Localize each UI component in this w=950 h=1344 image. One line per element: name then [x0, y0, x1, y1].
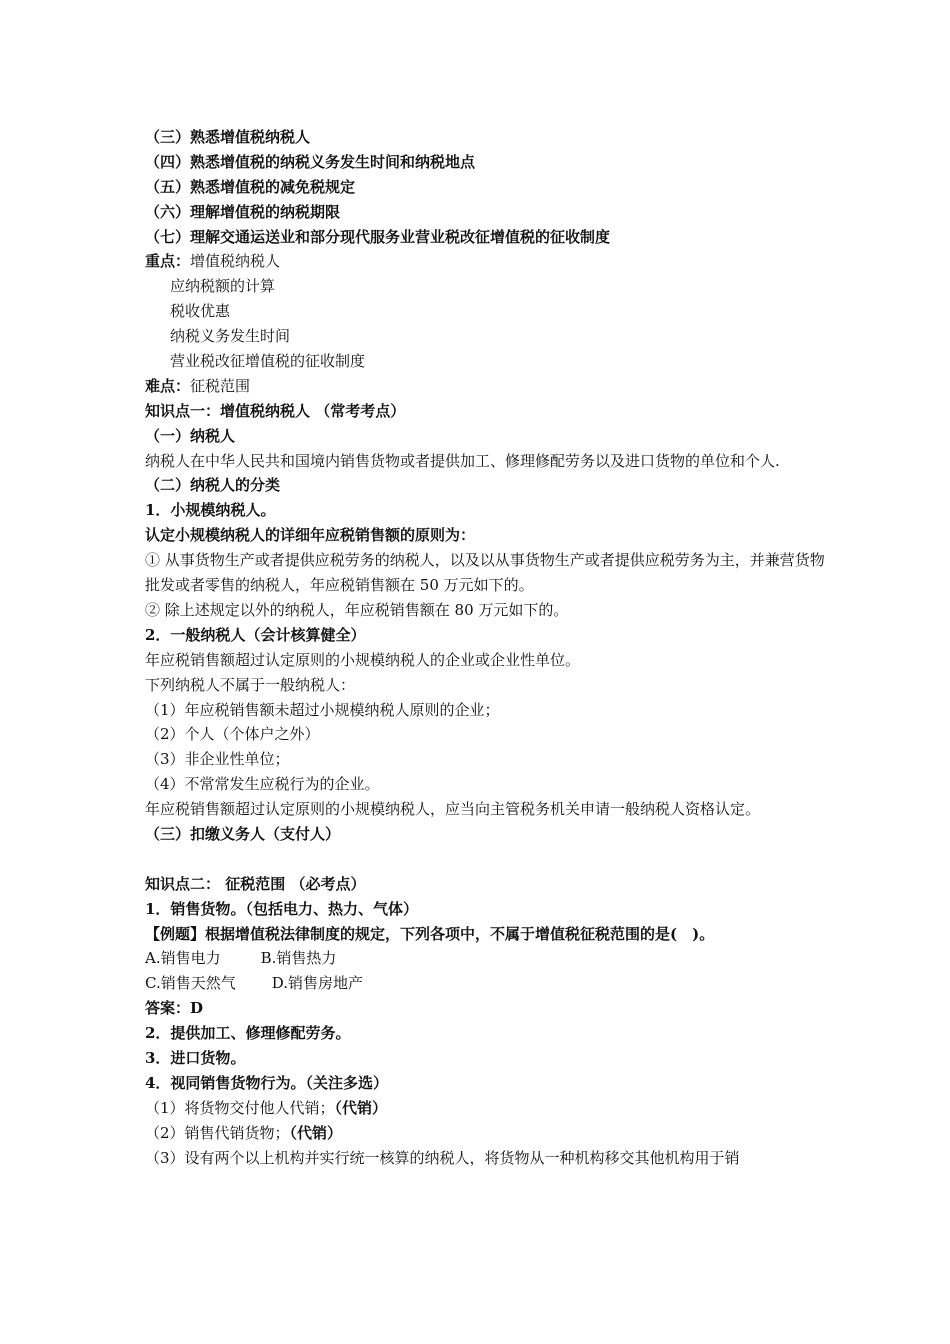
- case-text: （2）销售代销货物；: [145, 1123, 290, 1142]
- option-d: D.销售房地产: [271, 974, 363, 993]
- processing-heading: 2．提供加工、修理修配劳务。: [145, 1024, 351, 1043]
- option-c: C.销售天然气: [145, 974, 236, 993]
- rule-2: ② 除上述规定以外的纳税人，年应税销售额在 80 万元如下的。: [145, 600, 569, 619]
- general-taxpayer-heading: 2．一般纳税人（会计核算健全）: [145, 625, 366, 644]
- document-body: [145, 125, 825, 1170]
- difficulty-line: [145, 374, 825, 399]
- key-point-3: 税收优惠: [170, 302, 231, 321]
- key-points-label: 重点：: [145, 252, 191, 271]
- key-point-1: 增值税纳税人: [190, 252, 281, 271]
- case-text: （1）将货物交付他人代销；: [145, 1098, 335, 1117]
- blank-line: [145, 847, 825, 872]
- key-point-2: 应纳税额的计算: [170, 277, 276, 296]
- sale-of-goods-heading: 1．销售货物。（包括电力、热力、气体）: [145, 899, 418, 918]
- key-point-4: 纳税义务发生时间: [170, 327, 291, 346]
- objective-3: （三）熟悉增值税纳税人: [145, 128, 311, 146]
- section2-title: 知识点二： 征税范围 （必考点）: [145, 874, 366, 893]
- option-b: B.销售热力: [260, 949, 337, 968]
- case-tag: （代销）: [334, 1098, 388, 1117]
- objective-6: （六）理解增值税的纳税期限: [145, 202, 341, 221]
- objective-7: （七）理解交通运送业和部分现代服务业营业税改征增值税的征收制度: [145, 227, 611, 246]
- options-row-1: [145, 946, 825, 971]
- exclusion-2: （2）个人（个体户之外）: [145, 725, 320, 744]
- objective-4: （四）熟悉增值税的纳税义务发生时间和纳税地点: [145, 152, 476, 171]
- exclusion-1: （1）年应税销售额未超过小规模纳税人原则的企业；: [145, 700, 500, 719]
- deemed-case-2: [145, 1121, 825, 1146]
- section1-para1: 纳税人在中华人民共和国境内销售货物或者提供加工、修理修配劳务以及进口货物的单位和个人.: [145, 451, 780, 470]
- options-row-2: [145, 971, 825, 996]
- deemed-sales-heading: 4．视同销售货物行为。（关注多选）: [145, 1073, 388, 1092]
- difficulty-label: 难点：: [145, 376, 191, 395]
- section1-para2: 年应税销售额超过认定原则的小规模纳税人的企业或企业性单位。: [145, 650, 581, 669]
- deemed-case-3: [145, 1146, 825, 1171]
- key-point-5: 营业税改征增值税的征收制度: [170, 352, 366, 371]
- section1-sub1: （一）纳税人: [145, 426, 236, 445]
- exclusion-4: （4）不常常发生应税行为的企业。: [145, 775, 380, 794]
- exclusion-3: （3）非企业性单位；: [145, 750, 290, 769]
- section1-sub2: （二）纳税人的分类: [145, 476, 281, 495]
- small-taxpayer-heading: 1．小规模纳税人。: [145, 501, 276, 520]
- key-points-line: [145, 249, 825, 274]
- example-question: 【例题】根据增值税法律制度的规定，下列各项中，不属于增值税征税范围的是( )。: [145, 924, 715, 943]
- objective-5: （五）熟悉增值税的减免税规定: [145, 177, 356, 196]
- section1-para4: 年应税销售额超过认定原则的小规模纳税人，应当向主管税务机关申请一般纳税人资格认定。: [145, 800, 761, 819]
- case-tag: （代销）: [289, 1123, 343, 1142]
- withholding-agent-heading: （三）扣缴义务人（支付人）: [145, 825, 341, 843]
- answer: 答案：D: [145, 999, 204, 1018]
- difficulty-text: 征税范围: [190, 376, 251, 395]
- import-heading: 3．进口货物。: [145, 1049, 246, 1068]
- section1-para3: 下列纳税人不属于一般纳税人：: [145, 675, 356, 694]
- option-a: A.销售电力: [145, 949, 221, 968]
- deemed-case-1: [145, 1096, 825, 1121]
- section1-title: 知识点一：增值税纳税人 （常考考点）: [145, 401, 406, 420]
- case-text: （3）设有两个以上机构并实行统一核算的纳税人，将货物从一种机构移交其他机构用于销: [145, 1148, 740, 1167]
- rule-1: ① 从事货物生产或者提供应税劳务的纳税人，以及以从事货物生产或者提供应税劳务为主，并兼营货物批发或者零售的纳税人，年应税销售额在 50 万元如下的。: [145, 551, 825, 595]
- principle-heading: 认定小规模纳税人的详细年应税销售额的原则为：: [145, 526, 476, 545]
